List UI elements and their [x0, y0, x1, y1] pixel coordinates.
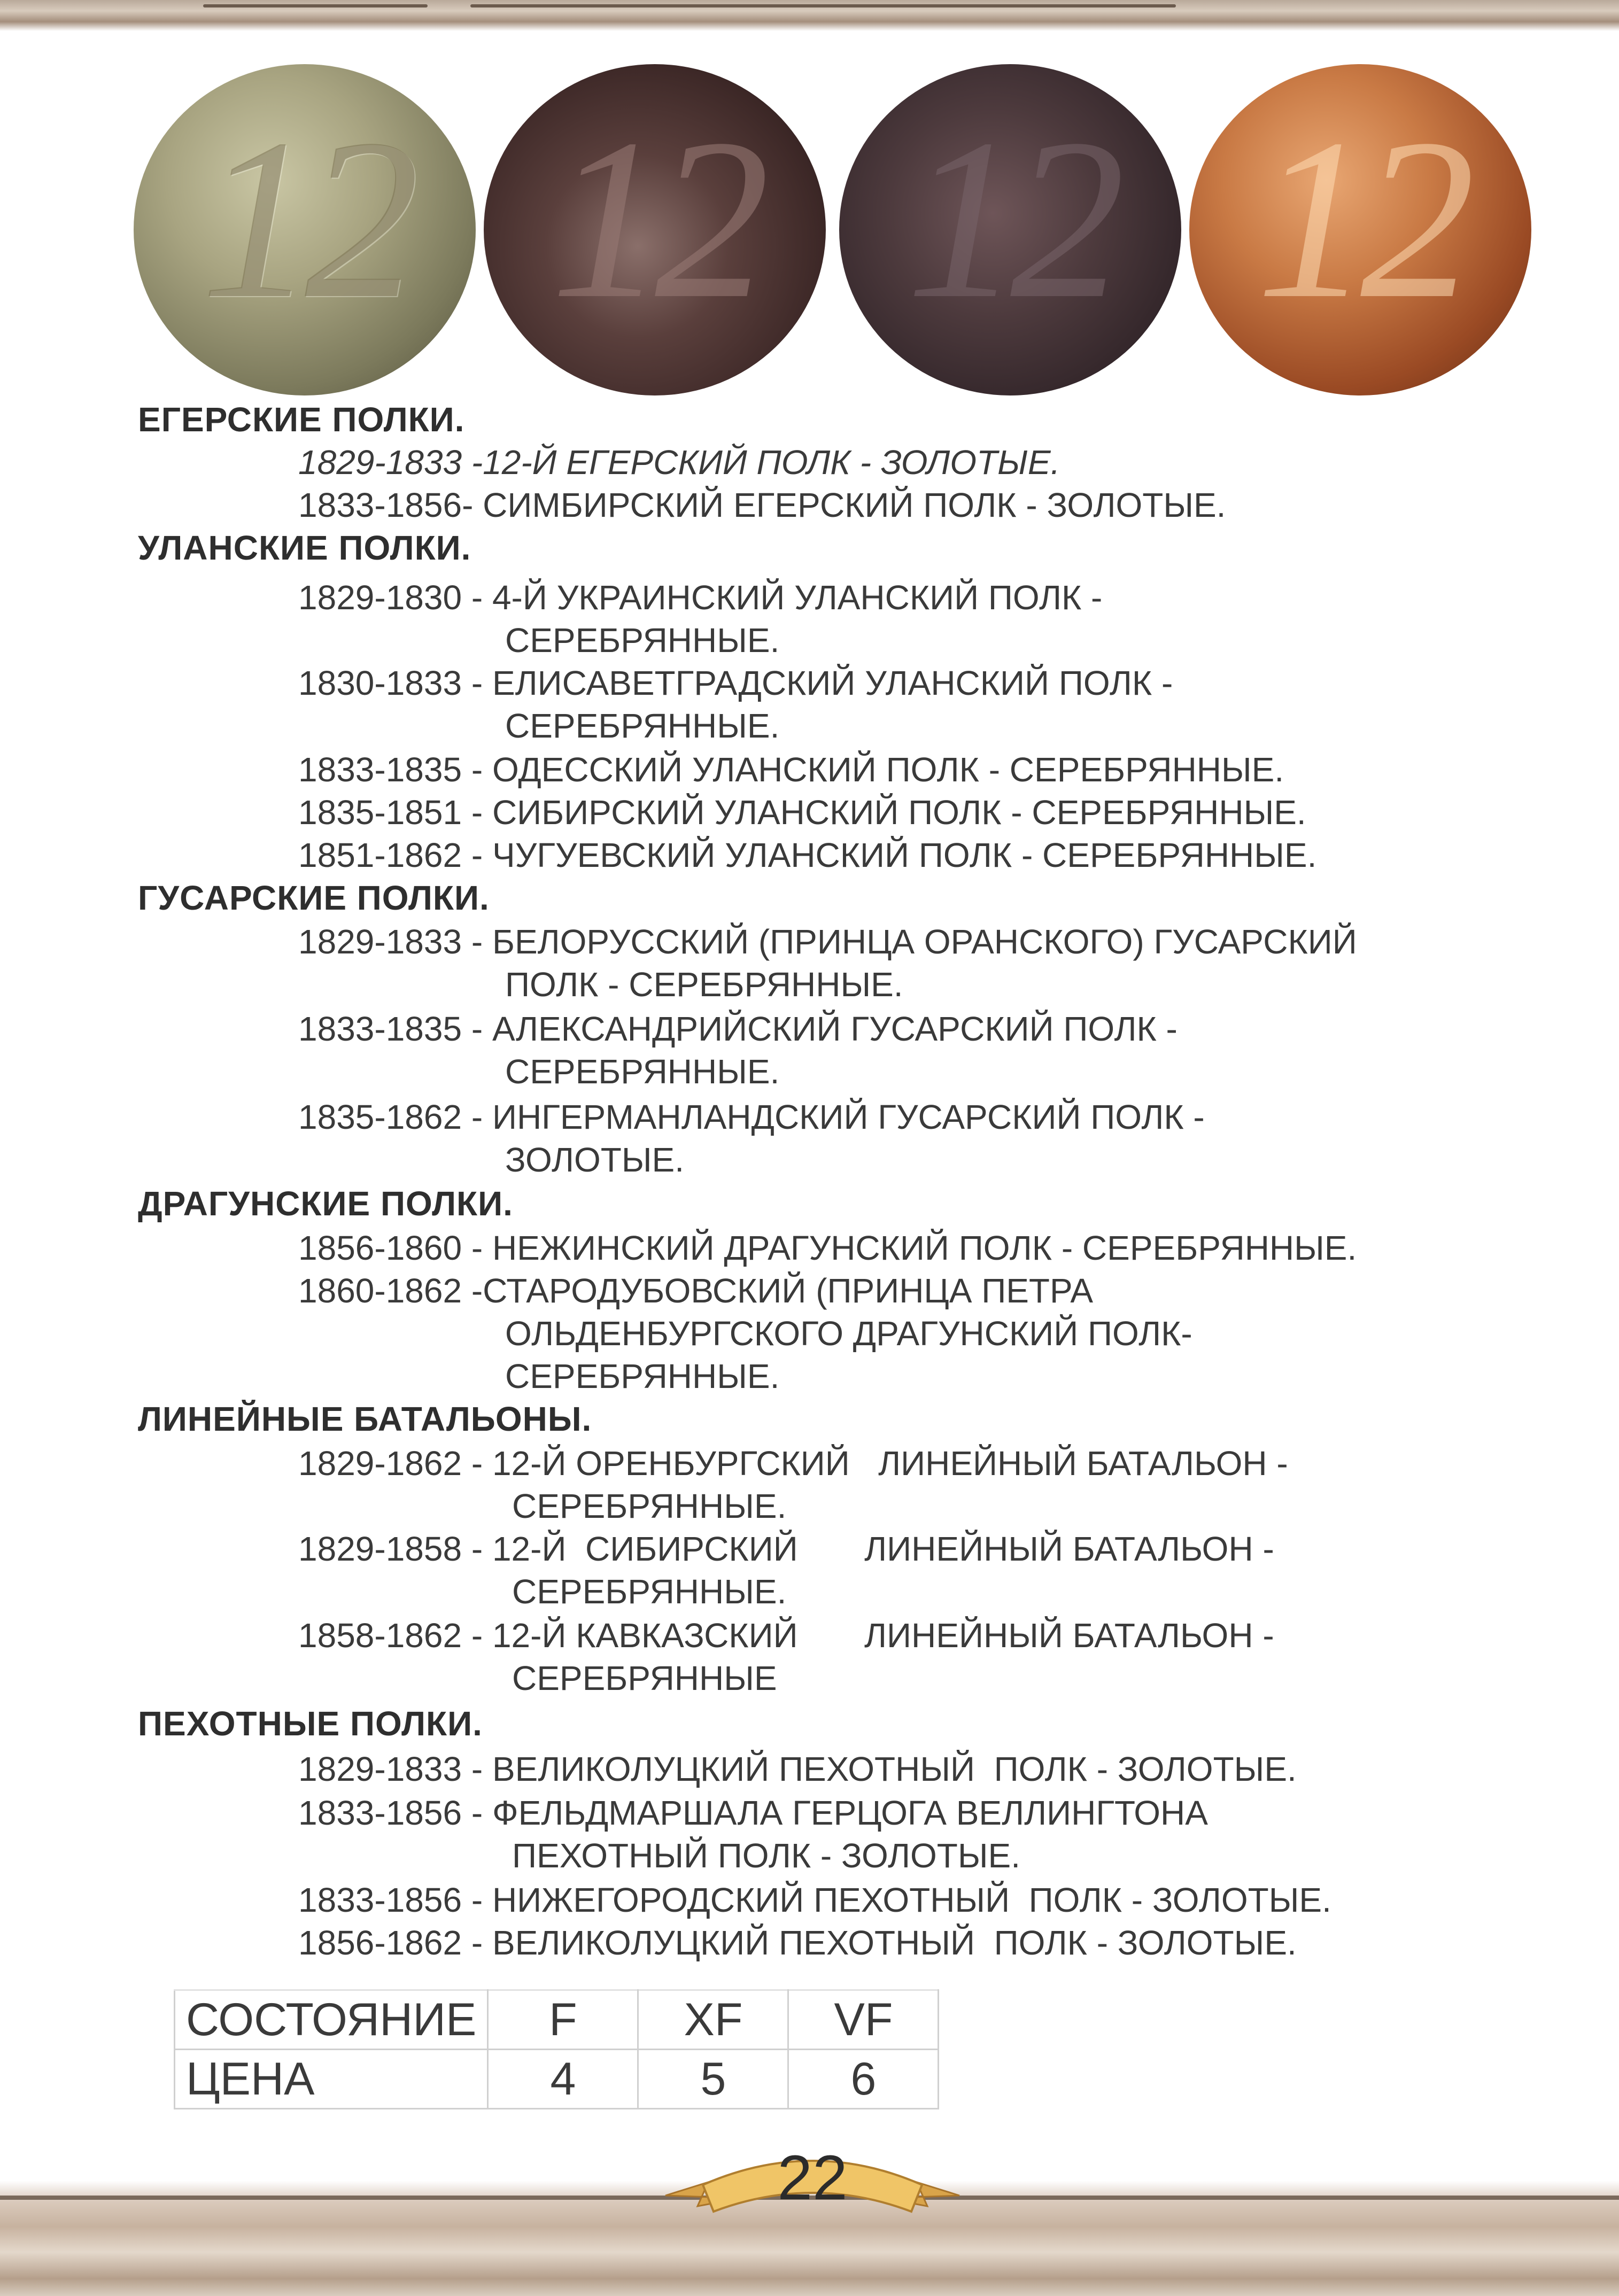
- button-photos: [134, 64, 1534, 395]
- table-cell: СОСТОЯНИЕ: [175, 1990, 488, 2050]
- table-cell: 4: [488, 2050, 638, 2109]
- section-title: ДРАГУНСКИЕ ПОЛКИ.: [138, 1184, 513, 1223]
- top-decorative-border: [0, 0, 1619, 31]
- page-number-ribbon: [660, 2131, 965, 2222]
- entry-line: 1856-1862 - ВЕЛИКОЛУЦКИЙ ПЕХОТНЫЙ ПОЛК - ЗОЛОТЫЕ.: [298, 1923, 1297, 1962]
- table-cell: 6: [788, 2050, 939, 2109]
- table-row: [175, 2050, 939, 2109]
- border-flourish: [203, 4, 428, 7]
- entry-line: 1829-1833 -12-Й ЕГЕРСКИЙ ПОЛК - ЗОЛОТЫЕ.: [298, 443, 1060, 482]
- entry-line: СЕРЕБРЯННЫЕ.: [512, 1572, 787, 1611]
- button-photo: [134, 64, 476, 395]
- entry-line: СЕРЕБРЯННЫЕ.: [505, 707, 780, 745]
- section-title: УЛАНСКИЕ ПОЛКИ.: [138, 529, 471, 567]
- entry-line: 1833-1835 - АЛЕКСАНДРИЙСКИЙ ГУСАРСКИЙ ПОЛК -: [298, 1010, 1178, 1048]
- entry-line: ПОЛК - СЕРЕБРЯННЫЕ.: [505, 965, 903, 1004]
- page-number: 22: [777, 2143, 848, 2213]
- table-row: [175, 1990, 939, 2050]
- entry-line: 1833-1835 - ОДЕССКИЙ УЛАНСКИЙ ПОЛК - СЕРЕБРЯННЫЕ.: [298, 750, 1284, 789]
- button-photo: [839, 64, 1181, 395]
- entry-line: 1833-1856 - ФЕЛЬДМАРШАЛА ГЕРЦОГА ВЕЛЛИНГТОНА: [298, 1794, 1208, 1832]
- button-numeral: 12: [1256, 92, 1465, 346]
- table-cell: VF: [788, 1990, 939, 2050]
- entry-line: СЕРЕБРЯННЫЕ.: [505, 1357, 780, 1395]
- entry-line: ПЕХОТНЫЙ ПОЛК - ЗОЛОТЫЕ.: [512, 1836, 1020, 1875]
- entry-line: СЕРЕБРЯННЫЕ: [512, 1659, 777, 1697]
- table-cell: ЦЕНА: [175, 2050, 488, 2109]
- entry-line: 1829-1862 - 12-Й ОРЕНБУРГСКИЙ ЛИНЕЙНЫЙ БАТАЛЬОН -: [298, 1444, 1288, 1483]
- entry-line: 1829-1833 - БЕЛОРУССКИЙ (ПРИНЦА ОРАНСКОГО) ГУСАРСКИЙ: [298, 922, 1357, 961]
- button-photo: [484, 64, 826, 395]
- button-numeral: 12: [551, 92, 759, 346]
- entry-line: ЗОЛОТЫЕ.: [505, 1141, 684, 1179]
- entry-line: 1835-1862 - ИНГЕРМАНЛАНДСКИЙ ГУСАРСКИЙ ПОЛК -: [298, 1098, 1205, 1136]
- entry-line: 1829-1833 - ВЕЛИКОЛУЦКИЙ ПЕХОТНЫЙ ПОЛК - ЗОЛОТЫЕ.: [298, 1750, 1297, 1788]
- button-numeral: 12: [200, 92, 409, 346]
- section-title: ПЕХОТНЫЕ ПОЛКИ.: [138, 1704, 483, 1743]
- entry-line: 1860-1862 -СТАРОДУБОВСКИЙ (ПРИНЦА ПЕТРА: [298, 1271, 1094, 1310]
- button-photo: [1189, 64, 1531, 395]
- entry-line: ОЛЬДЕНБУРГСКОГО ДРАГУНСКИЙ ПОЛК-: [505, 1314, 1192, 1353]
- price-table: [174, 1989, 939, 2109]
- entry-line: 1851-1862 - ЧУГУЕВСКИЙ УЛАНСКИЙ ПОЛК - СЕРЕБРЯННЫЕ.: [298, 836, 1317, 874]
- section-title: ЛИНЕЙНЫЕ БАТАЛЬОНЫ.: [138, 1400, 592, 1438]
- button-numeral: 12: [906, 92, 1114, 346]
- entry-line: 1833-1856- СИМБИРСКИЙ ЕГЕРСКИЙ ПОЛК - ЗОЛОТЫЕ.: [298, 486, 1226, 524]
- section-title: ГУСАРСКИЕ ПОЛКИ.: [138, 879, 490, 917]
- entry-line: 1830-1833 - ЕЛИСАВЕТГРАДСКИЙ УЛАНСКИЙ ПОЛК -: [298, 664, 1173, 702]
- table-cell: F: [488, 1990, 638, 2050]
- section-title: ЕГЕРСКИЕ ПОЛКИ.: [138, 400, 465, 439]
- entry-line: СЕРЕБРЯННЫЕ.: [505, 621, 780, 660]
- entry-line: СЕРЕБРЯННЫЕ.: [505, 1052, 780, 1091]
- entry-line: 1829-1858 - 12-Й СИБИРСКИЙ ЛИНЕЙНЫЙ БАТАЛЬОН -: [298, 1530, 1274, 1568]
- entry-line: 1858-1862 - 12-Й КАВКАЗСКИЙ ЛИНЕЙНЫЙ БАТАЛЬОН -: [298, 1616, 1274, 1655]
- entry-line: 1829-1830 - 4-Й УКРАИНСКИЙ УЛАНСКИЙ ПОЛК -: [298, 578, 1103, 617]
- entry-line: 1856-1860 - НЕЖИНСКИЙ ДРАГУНСКИЙ ПОЛК - СЕРЕБРЯННЫЕ.: [298, 1229, 1357, 1267]
- entry-line: СЕРЕБРЯННЫЕ.: [512, 1487, 787, 1525]
- table-cell: 5: [638, 2050, 788, 2109]
- table-cell: XF: [638, 1990, 788, 2050]
- entry-line: 1835-1851 - СИБИРСКИЙ УЛАНСКИЙ ПОЛК - СЕРЕБРЯННЫЕ.: [298, 793, 1306, 832]
- border-flourish: [470, 4, 1176, 7]
- entry-line: 1833-1856 - НИЖЕГОРОДСКИЙ ПЕХОТНЫЙ ПОЛК - ЗОЛОТЫЕ.: [298, 1881, 1331, 1919]
